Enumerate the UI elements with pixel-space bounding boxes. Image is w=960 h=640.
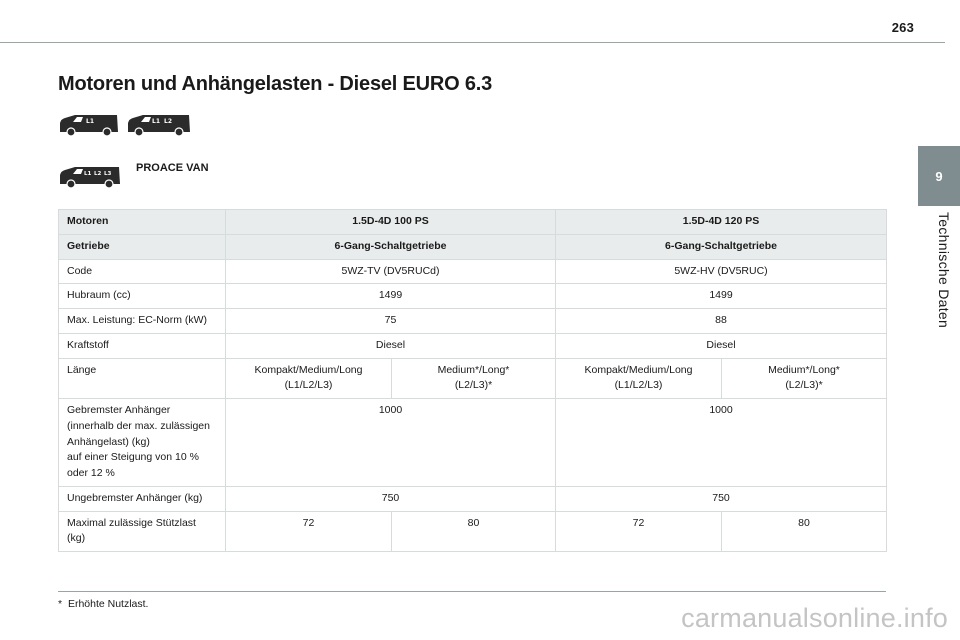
- watermark: carmanualsonline.info: [681, 603, 948, 633]
- length-badge: L2: [94, 171, 102, 177]
- engine-spec-table: [58, 209, 887, 552]
- table-cell: 88: [556, 309, 887, 334]
- row-label: Ungebremster Anhänger (kg): [59, 486, 226, 511]
- table-cell: 750: [556, 486, 887, 511]
- label-line: Gebremster Anhänger: [67, 404, 171, 416]
- van-short-icon: [57, 113, 121, 137]
- table-cell: 1499: [556, 284, 887, 309]
- label-line: oder 12 %: [67, 467, 115, 479]
- length-badge: L1: [152, 118, 160, 125]
- engine-120ps-header: 1.5D-4D 120 PS: [556, 210, 887, 235]
- table-cell: [722, 358, 887, 399]
- length-badge: L1: [86, 118, 94, 125]
- table-row: [59, 511, 887, 552]
- row-label: Motoren: [59, 210, 226, 235]
- cell-line: (L1/L2/L3): [284, 379, 333, 392]
- length-badge: L2: [164, 118, 172, 125]
- row-label: [59, 399, 226, 487]
- table-row: [59, 358, 887, 399]
- row-label: Kraftstoff: [59, 333, 226, 358]
- table-cell: 6-Gang-Schaltgetriebe: [226, 234, 556, 259]
- table-row: [59, 284, 887, 309]
- table-row: [59, 399, 887, 487]
- footer-divider: [58, 591, 886, 592]
- van-long-icon: [57, 163, 123, 189]
- label-line: Anhängelast) (kg): [67, 435, 150, 448]
- label-line: Maximal zulässige Stützlast: [67, 516, 196, 529]
- table-cell: Diesel: [556, 333, 887, 358]
- page-title: Motoren und Anhängelasten - Diesel EURO 6.3: [58, 73, 493, 95]
- footnote-text: Erhöhte Nutzlast.: [67, 598, 149, 610]
- table-cell: 72: [226, 511, 392, 552]
- table-row: [59, 333, 887, 358]
- table-cell: [556, 358, 722, 399]
- label-line: (innerhalb der max. zulässigen: [67, 419, 210, 432]
- table-cell: 6-Gang-Schaltgetriebe: [556, 234, 887, 259]
- table-cell: [392, 358, 556, 399]
- table-cell: 5WZ-HV (DV5RUC): [556, 259, 887, 284]
- table-row: [59, 486, 887, 511]
- cell-line: (L1/L2/L3): [614, 379, 663, 392]
- table-cell: 1499: [226, 284, 556, 309]
- table-row: [59, 259, 887, 284]
- chapter-tab[interactable]: 9: [918, 146, 960, 206]
- table-row: [59, 234, 887, 259]
- page-number: 263: [891, 20, 914, 35]
- table-cell: 72: [556, 511, 722, 552]
- label-line: auf einer Steigung von 10 %: [67, 451, 199, 464]
- length-badge: L3: [104, 171, 112, 177]
- table-cell: 5WZ-TV (DV5RUCd): [226, 259, 556, 284]
- cell-line: Medium*/Long*: [437, 363, 510, 376]
- row-label: Code: [59, 259, 226, 284]
- table-cell: 1000: [226, 399, 556, 487]
- cell-line: (L2/L3)*: [454, 379, 493, 392]
- table-row: [59, 309, 887, 334]
- table-cell: [226, 358, 392, 399]
- table-header-row: [59, 210, 887, 235]
- table-cell: 80: [392, 511, 556, 552]
- table-cell: 750: [226, 486, 556, 511]
- row-label: [59, 511, 226, 552]
- header-divider: [0, 42, 945, 43]
- row-label: Länge: [59, 358, 226, 399]
- cell-line: (L2/L3)*: [785, 379, 823, 392]
- model-label: PROACE VAN: [136, 162, 209, 174]
- label-line: (kg): [67, 532, 86, 545]
- cell-line: Kompakt/Medium/Long: [254, 363, 363, 376]
- table-cell: Diesel: [226, 333, 556, 358]
- cell-line: Medium*/Long*: [768, 363, 840, 376]
- cell-line: Kompakt/Medium/Long: [584, 363, 693, 376]
- length-badge: L1: [84, 171, 92, 177]
- engine-100ps-header: 1.5D-4D 100 PS: [226, 210, 556, 235]
- chapter-label: Technische Daten: [936, 212, 952, 329]
- table-cell: 75: [226, 309, 556, 334]
- row-label: Max. Leistung: EC-Norm (kW): [59, 309, 226, 334]
- footnote-marker: *: [58, 598, 63, 610]
- table-cell: 80: [722, 511, 887, 552]
- table-cell: 1000: [556, 399, 887, 487]
- row-label: Hubraum (cc): [59, 284, 226, 309]
- van-medium-icon: [125, 113, 193, 137]
- footnote: [58, 598, 148, 610]
- row-label: Getriebe: [59, 234, 226, 259]
